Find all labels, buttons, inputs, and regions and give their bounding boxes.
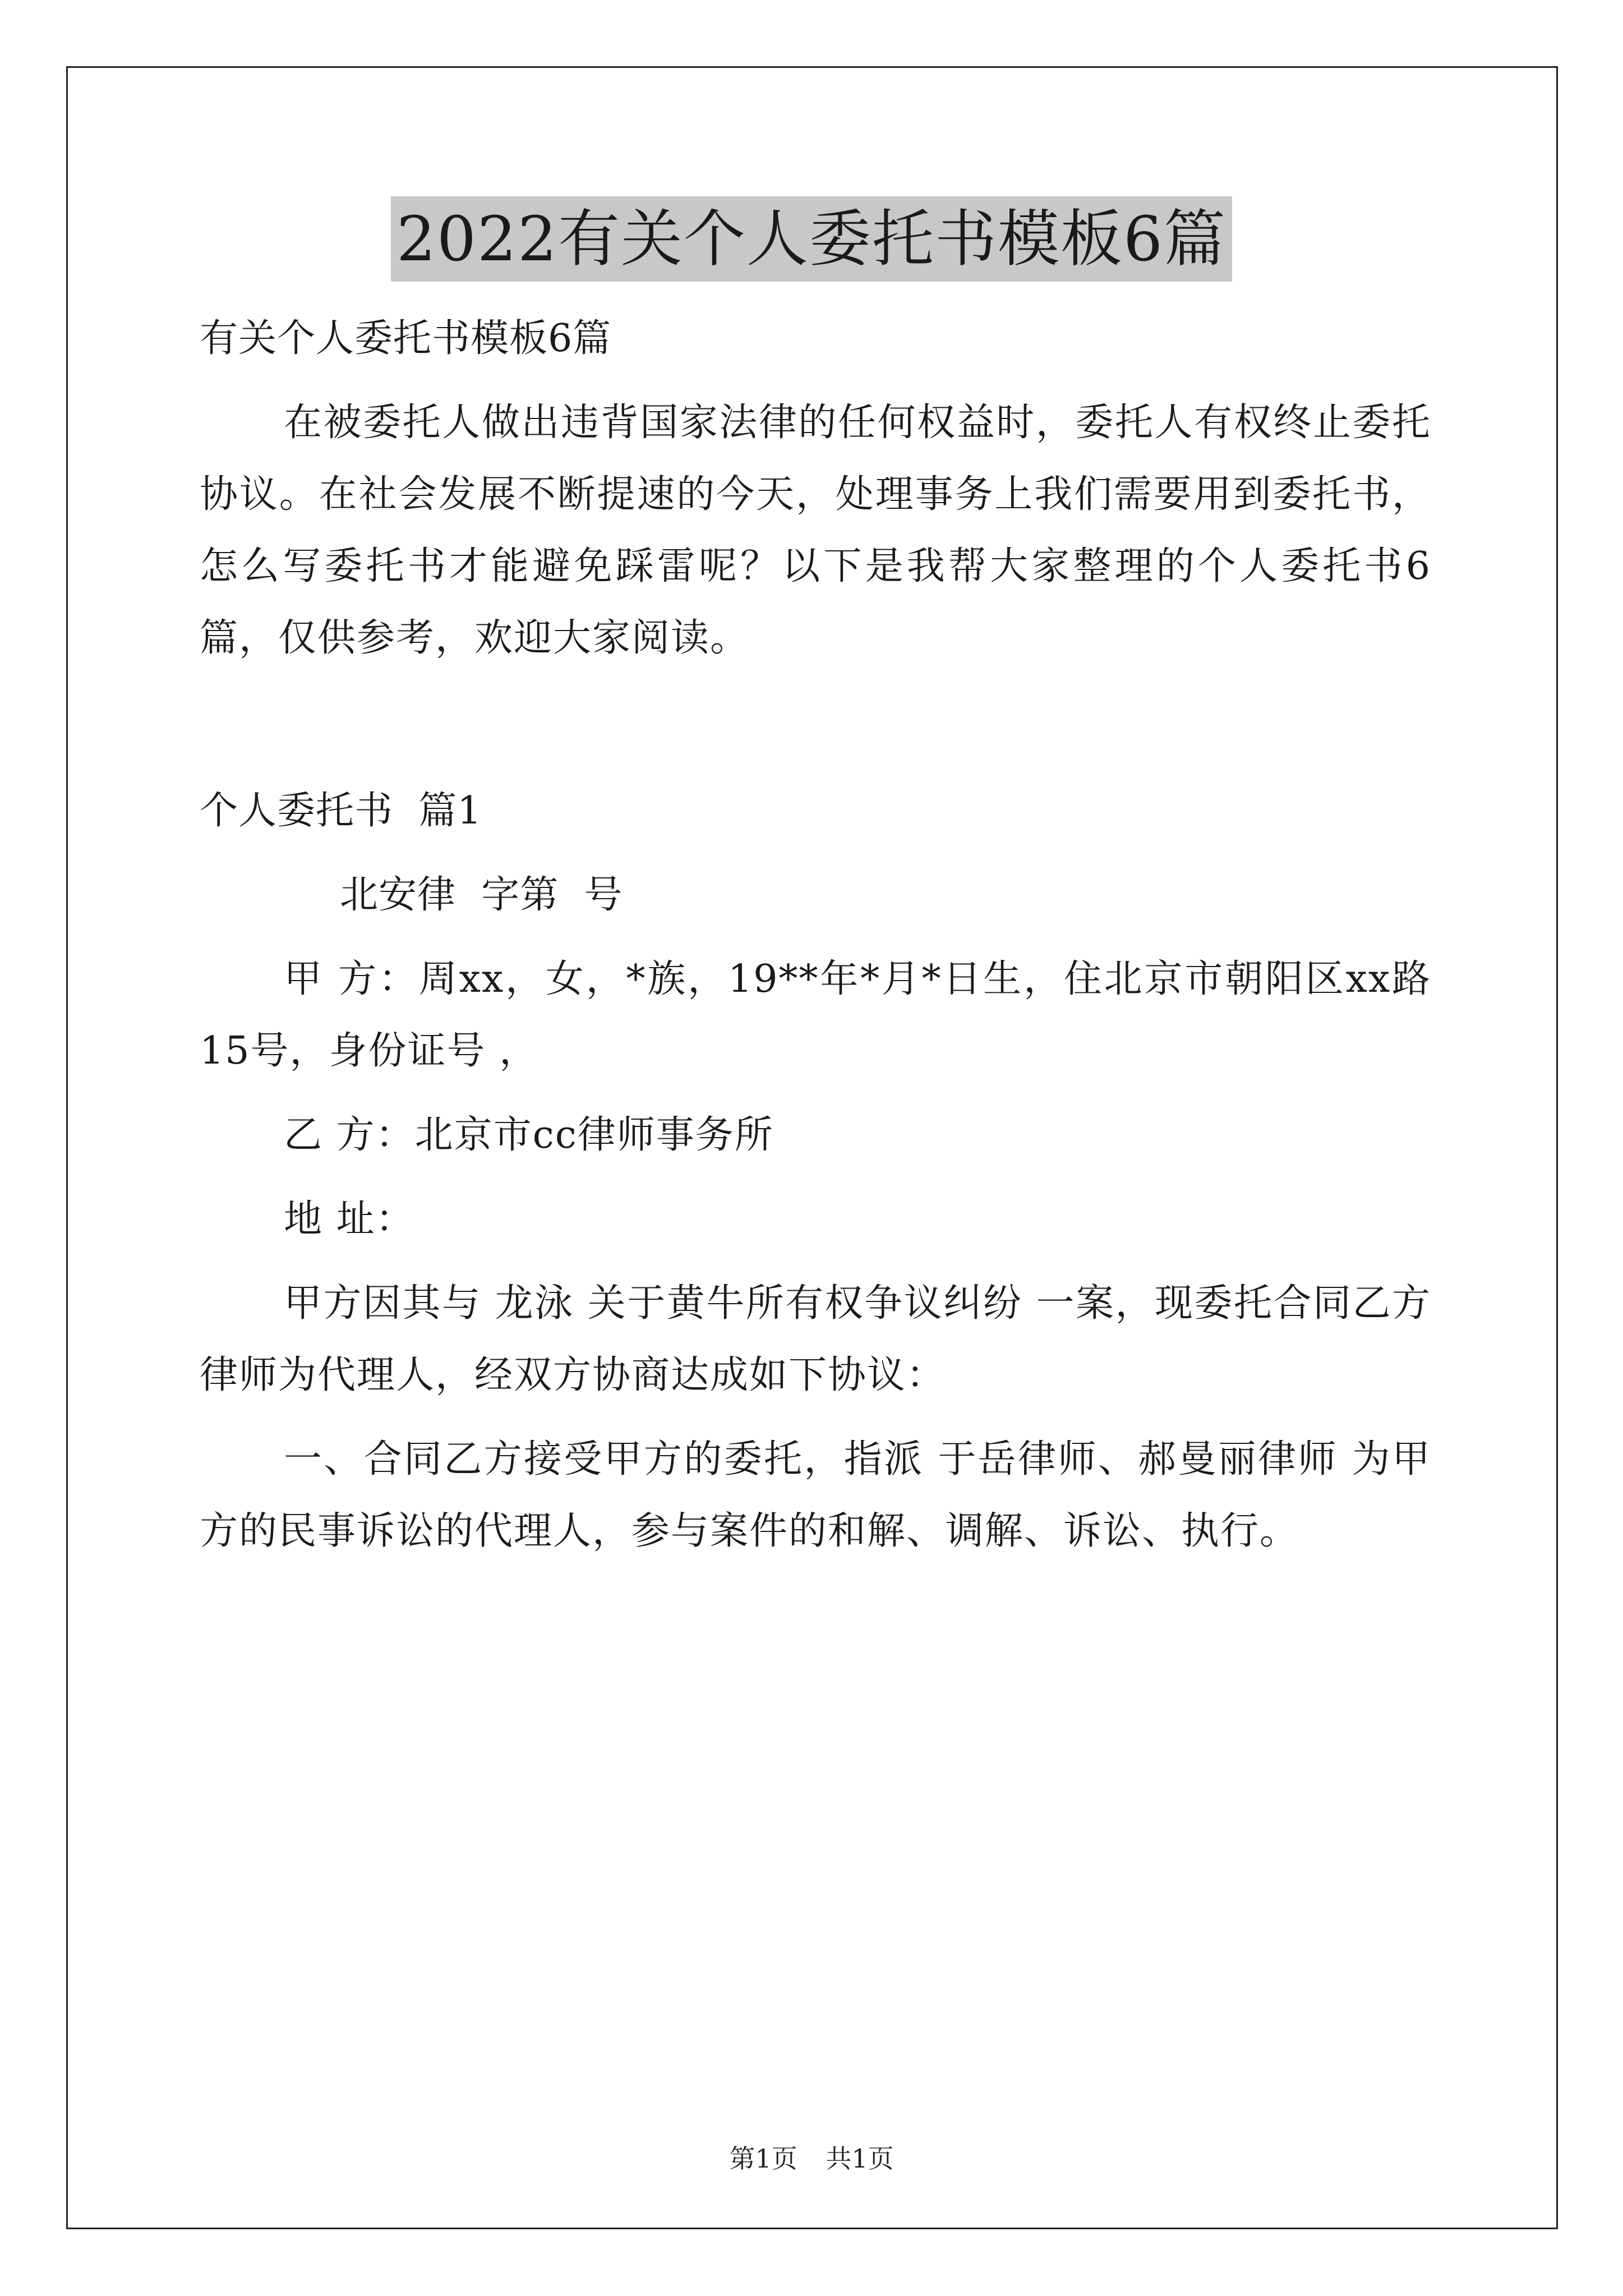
page-total: 共1页 — [826, 2143, 894, 2174]
section-heading: 个人委托书 篇1 — [200, 789, 482, 833]
party-b-paragraph: 乙 方：北京市cc律师事务所 — [284, 1113, 774, 1157]
party-a-paragraph: 甲 方：周xx，女，*族，19**年*月*日生，住北京市朝阳区xx路15号，身份证号 ， — [200, 957, 1431, 1073]
document-body — [200, 303, 1431, 1573]
document-subtitle: 有关个人委托书模板6篇 — [200, 316, 612, 361]
clause-intro-paragraph: 甲方因其与 龙泳 关于黄牛所有权争议纠纷 一案，现委托合同乙方律师为代理人，经双方协商达成如下协议： — [200, 1281, 1431, 1397]
intro-paragraph: 在被委托人做出违背国家法律的任何权益时，委托人有权终止委托协议。在社会发展不断提速的今天，处理事务上我们需要用到委托书，怎么写委托书才能避免踩雷呢？以下是我帮大家整理的个人委托书6篇，仅供参考，欢迎大家阅读。 — [200, 401, 1431, 660]
page-current: 第1页 — [729, 2143, 797, 2174]
document-number: 北安律 字第 号 — [340, 873, 623, 917]
title-container — [0, 196, 1623, 282]
address-paragraph: 地 址： — [284, 1197, 415, 1241]
clause-1-paragraph: 一、合同乙方接受甲方的委托，指派 于岳律师、郝曼丽律师 为甲方的民事诉讼的代理人，参与案件的和解、调解、诉讼、执行。 — [200, 1437, 1431, 1553]
page-footer — [0, 2142, 1623, 2175]
document-title: 2022有关个人委托书模板6篇 — [391, 196, 1232, 282]
